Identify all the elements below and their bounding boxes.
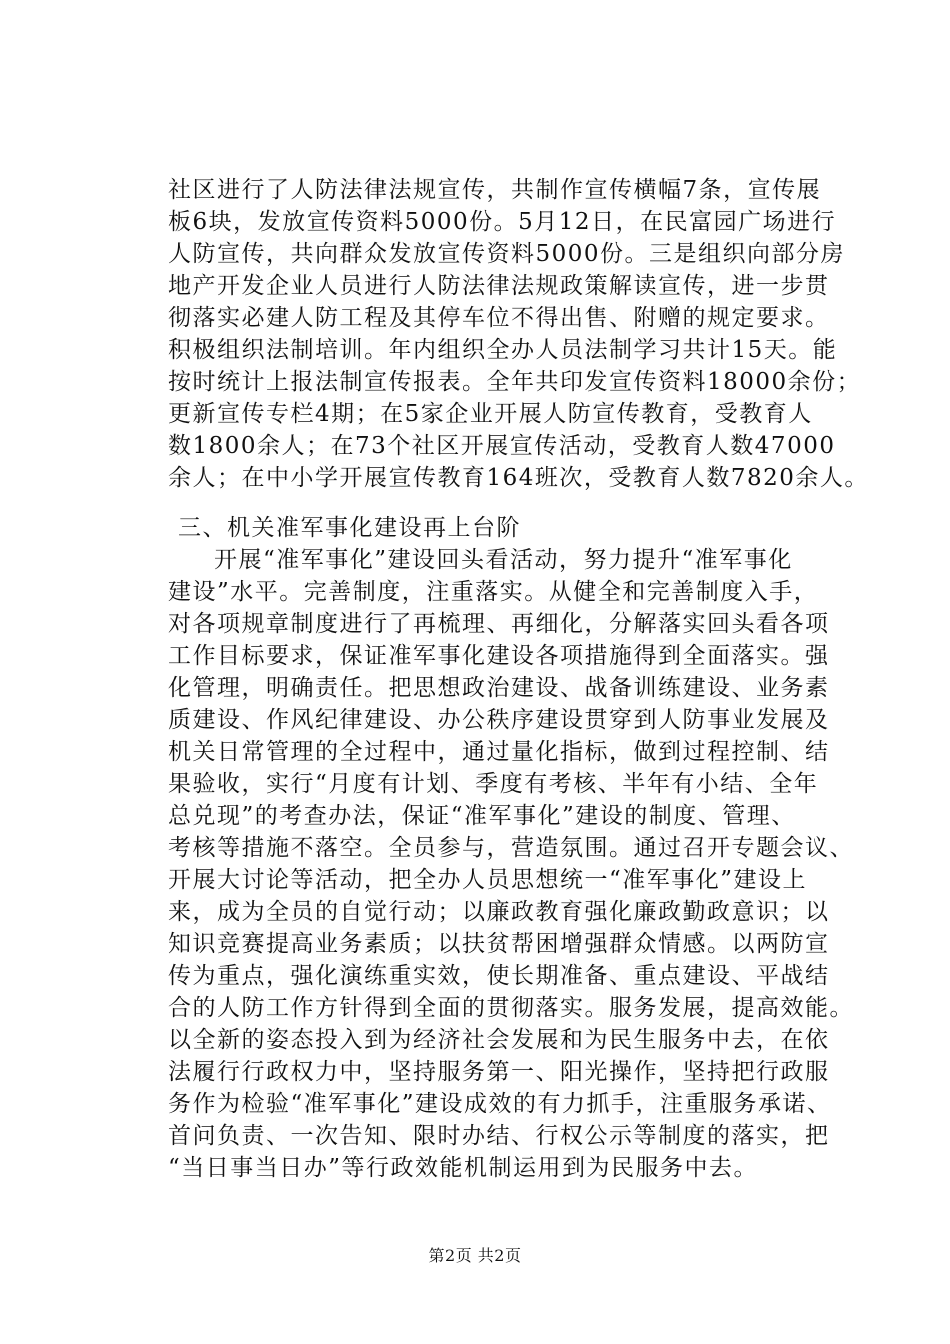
- text-line: 传为重点，强化演练重实效，使长期准备、重点建设、平战结: [168, 963, 830, 989]
- text-line: 机关日常管理的全过程中，通过量化指标，做到过程控制、结: [168, 739, 830, 765]
- text-line: “当日事当日办”等行政效能机制运用到为民服务中去。: [168, 1155, 759, 1181]
- text-line: 社区进行了人防法律法规宣传，共制作宣传横幅7条，宣传展: [168, 177, 822, 203]
- text-line: 考核等措施不落空。全员参与，营造氛围。通过召开专题会议、: [168, 835, 854, 861]
- text-line: 人防宣传，共向群众发放宣传资料5000份。三是组织向部分房: [168, 241, 846, 267]
- text-line: 以全新的姿态投入到为经济社会发展和为民生服务中去，在依: [168, 1027, 830, 1053]
- text-line: 开展大讨论等活动，把全办人员思想统一“准军事化”建设上: [168, 867, 808, 893]
- text-line: 地产开发企业人员进行人防法律法规政策解读宣传，进一步贯: [168, 273, 830, 299]
- text-line: 对各项规章制度进行了再梳理、再细化，分解落实回头看各项: [168, 611, 830, 637]
- text-line: 更新宣传专栏4期；在5家企业开展人防宣传教育，受教育人: [168, 401, 813, 427]
- text-line: 余人；在中小学开展宣传教育164班次，受教育人数7820余人。: [168, 465, 869, 491]
- text-line: 彻落实必建人防工程及其停车位不得出售、附赠的规定要求。: [168, 305, 830, 331]
- text-line: 质建设、作风纪律建设、办公秩序建设贯穿到人防事业发展及: [168, 707, 830, 733]
- text-line: 务作为检验“准军事化”建设成效的有力抓手，注重服务承诺、: [168, 1091, 832, 1117]
- text-line: 按时统计上报法制宣传报表。全年共印发宣传资料18000余份；: [168, 369, 862, 395]
- text-line: 法履行行政权力中，坚持服务第一、阳光操作，坚持把行政服: [168, 1059, 830, 1085]
- text-line: 工作目标要求，保证准军事化建设各项措施得到全面落实。强: [168, 643, 830, 669]
- section-military-construction: [168, 512, 858, 1184]
- section-heading: 三、机关准军事化建设再上台阶: [178, 515, 521, 541]
- text-line: 来，成为全员的自觉行动；以廉政教育强化廉政勤政意识；以: [168, 899, 830, 925]
- page-footer: 第2页 共2页: [428, 1246, 522, 1265]
- text-line: 果验收，实行“月度有计划、季度有考核、半年有小结、全年: [168, 771, 819, 797]
- text-line: 总兑现”的考查办法，保证“准军事化”建设的制度、管理、: [168, 803, 796, 829]
- text-line: 板6块，发放宣传资料5000份。5月12日，在民富园广场进行: [168, 209, 837, 235]
- text-line: 化管理，明确责任。把思想政治建设、战备训练建设、业务素: [168, 675, 830, 701]
- text-line: 数1800余人；在73个社区开展宣传活动，受教育人数47000: [168, 433, 836, 459]
- text-line: 知识竞赛提高业务素质；以扶贫帮困增强群众情感。以两防宣: [168, 931, 830, 957]
- text-line: 建设”水平。完善制度，注重落实。从健全和完善制度入手，: [168, 579, 819, 605]
- text-line: 合的人防工作方针得到全面的贯彻落实。服务发展，提高效能。: [168, 995, 854, 1021]
- paragraph-propaganda: [168, 174, 869, 494]
- text-line: 首问负责、一次告知、限时办结、行权公示等制度的落实，把: [168, 1123, 830, 1149]
- text-line: 开展“准军事化”建设回头看活动，努力提升“准军事化: [214, 547, 793, 573]
- text-line: 积极组织法制培训。年内组织全办人员法制学习共计15天。能: [168, 337, 838, 363]
